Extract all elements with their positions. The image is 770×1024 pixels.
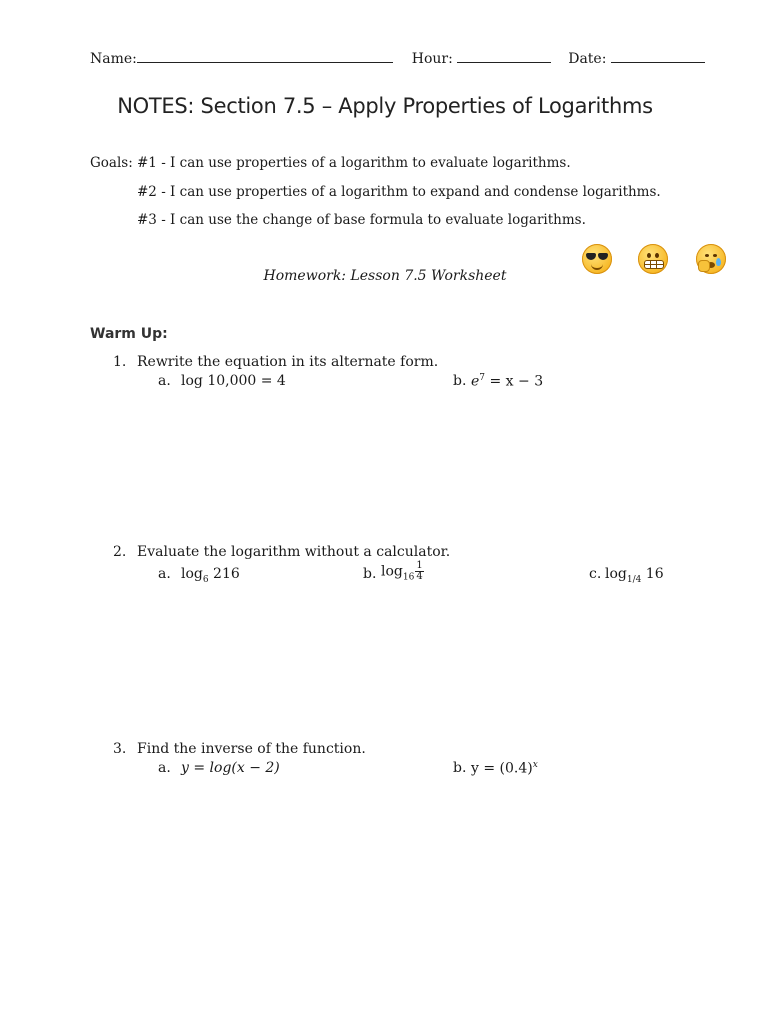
problem-1-number: 1. bbox=[113, 354, 127, 370]
problem-3-prompt: Find the inverse of the function. bbox=[137, 741, 366, 757]
problem-2-prompt: Evaluate the logarithm without a calculator. bbox=[137, 544, 451, 560]
header-row bbox=[90, 48, 705, 67]
problem-3a-expression: y = log(x − 2) bbox=[181, 760, 280, 776]
page-title: NOTES: Section 7.5 – Apply Properties of Logarithms bbox=[117, 94, 653, 118]
date-field[interactable] bbox=[611, 48, 705, 63]
problem-1b-label: b. bbox=[453, 373, 467, 389]
problem-2b-expression: $\log_{16}$ $\frac{1}{4}$ bbox=[381, 560, 423, 583]
problem-1a-expression: log 10,000 = 4 bbox=[181, 373, 286, 389]
problem-2c-expression: $\log_{1/4} 16$ bbox=[605, 566, 664, 585]
hour-label: Hour: bbox=[411, 51, 453, 67]
hour-field[interactable] bbox=[457, 48, 551, 63]
goals-label: Goals: bbox=[90, 155, 133, 171]
name-label: Name: bbox=[90, 51, 137, 67]
warm-up-heading: Warm Up: bbox=[90, 326, 168, 342]
problem-3b-label: b. bbox=[453, 760, 467, 776]
problem-3a-label: a. bbox=[158, 760, 171, 776]
homework-note: Homework: Lesson 7.5 Worksheet bbox=[263, 268, 507, 284]
problem-1a-label: a. bbox=[158, 373, 171, 389]
problem-2a-label: a. bbox=[158, 566, 171, 582]
name-field[interactable] bbox=[137, 48, 393, 63]
problem-2b-label: b. bbox=[363, 566, 377, 582]
problem-1-prompt: Rewrite the equation in its alternate form. bbox=[137, 354, 439, 370]
problem-3-number: 3. bbox=[113, 741, 127, 757]
problem-1b-expression: $e^7 = x - 3$ bbox=[471, 373, 544, 390]
problem-2a-expression: $\log_6 216$ bbox=[181, 566, 240, 585]
goal-item-1: #1 - I can use properties of a logarithm to evaluate logarithms. bbox=[137, 155, 571, 171]
goal-item-2: #2 - I can use properties of a logarithm to expand and condense logarithms. bbox=[137, 184, 661, 200]
problem-2c-label: c. bbox=[589, 566, 602, 582]
problem-3b-expression: $y = (0.4)^x$ bbox=[471, 760, 538, 777]
date-label: Date: bbox=[568, 51, 607, 67]
problem-2-number: 2. bbox=[113, 544, 127, 560]
goal-item-3: #3 - I can use the change of base formula to evaluate logarithms. bbox=[137, 212, 586, 228]
